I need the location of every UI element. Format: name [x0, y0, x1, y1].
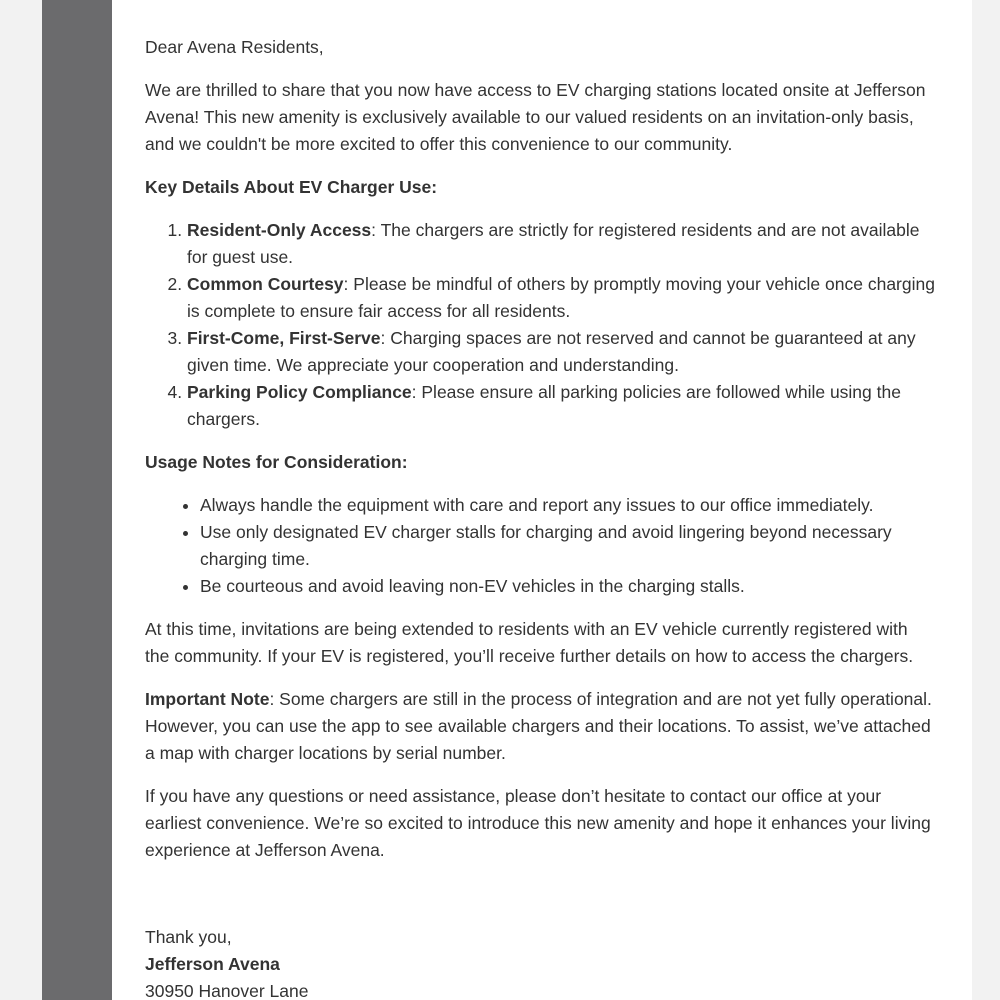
item-title: Parking Policy Compliance: [187, 382, 412, 402]
key-details-list: [145, 217, 935, 433]
important-note-paragraph: [145, 686, 935, 767]
item-title: First-Come, First-Serve: [187, 328, 381, 348]
item-title: Common Courtesy: [187, 274, 344, 294]
key-details-heading: Key Details About EV Charger Use:: [145, 177, 438, 197]
item-text: : The chargers are strictly for registered residents and are not available for guest use.: [187, 220, 920, 267]
important-note-text: : Some chargers are still in the process of integration and are not yet fully operational. However, you can use the app to see available chargers and their locations. To assist, we’ve attached a map with charger locations by serial number.: [145, 689, 932, 763]
item-title: Resident-Only Access: [187, 220, 372, 240]
spacer: [145, 880, 935, 924]
list-item: • Use only designated EV charger stalls for charging and avoid lingering beyond necessary charging time.: [200, 519, 935, 573]
greeting: Dear Avena Residents,: [145, 37, 324, 57]
list-item: • Be courteous and avoid leaving non-EV vehicles in the charging stalls.: [200, 573, 935, 600]
item-text: : Please be mindful of others by promptly moving your vehicle once charging is complete to ensure fair access for all residents.: [187, 274, 935, 321]
closing-paragraph: If you have any questions or need assistance, please don’t hesitate to contact our office at your earliest convenience. We’re so excited to introduce this new amenity and hope it enhances your living experience at Jefferson Avena.: [145, 786, 931, 860]
list-item: [187, 379, 935, 433]
sender-name: [145, 951, 935, 978]
signature-block: [145, 924, 935, 1000]
sender-address: 30950 Hanover Lane: [145, 981, 309, 1000]
list-item: [187, 325, 935, 379]
sign-off: Thank you,: [145, 927, 232, 947]
invitations-paragraph: At this time, invitations are being extended to residents with an EV vehicle currently registered with the community. If your EV is registered, you’ll receive further details on how to access the chargers.: [145, 619, 914, 666]
list-item: [187, 217, 935, 271]
usage-notes-heading: Usage Notes for Consideration:: [145, 452, 408, 472]
letter-body: [145, 34, 935, 1000]
list-item: • Always handle the equipment with care and report any issues to our office immediately.: [200, 492, 935, 519]
important-note-label: Important Note: [145, 689, 270, 709]
list-item: [187, 271, 935, 325]
item-text: : Charging spaces are not reserved and cannot be guaranteed at any given time. We appreciate your cooperation and understanding.: [187, 328, 916, 375]
item-text: : Please ensure all parking policies are followed while using the chargers.: [187, 382, 901, 429]
letter-sheet: [112, 0, 972, 1000]
usage-notes-list: [145, 492, 935, 600]
sender-name-text: Jefferson Avena: [145, 954, 280, 974]
intro-paragraph: We are thrilled to share that you now have access to EV charging stations located onsite at Jefferson Avena! This new amenity is exclusively available to our valued residents on an invitation-only basis, and we couldn't be more excited to offer this convenience to our community.: [145, 80, 926, 154]
document-frame: [42, 0, 958, 1000]
